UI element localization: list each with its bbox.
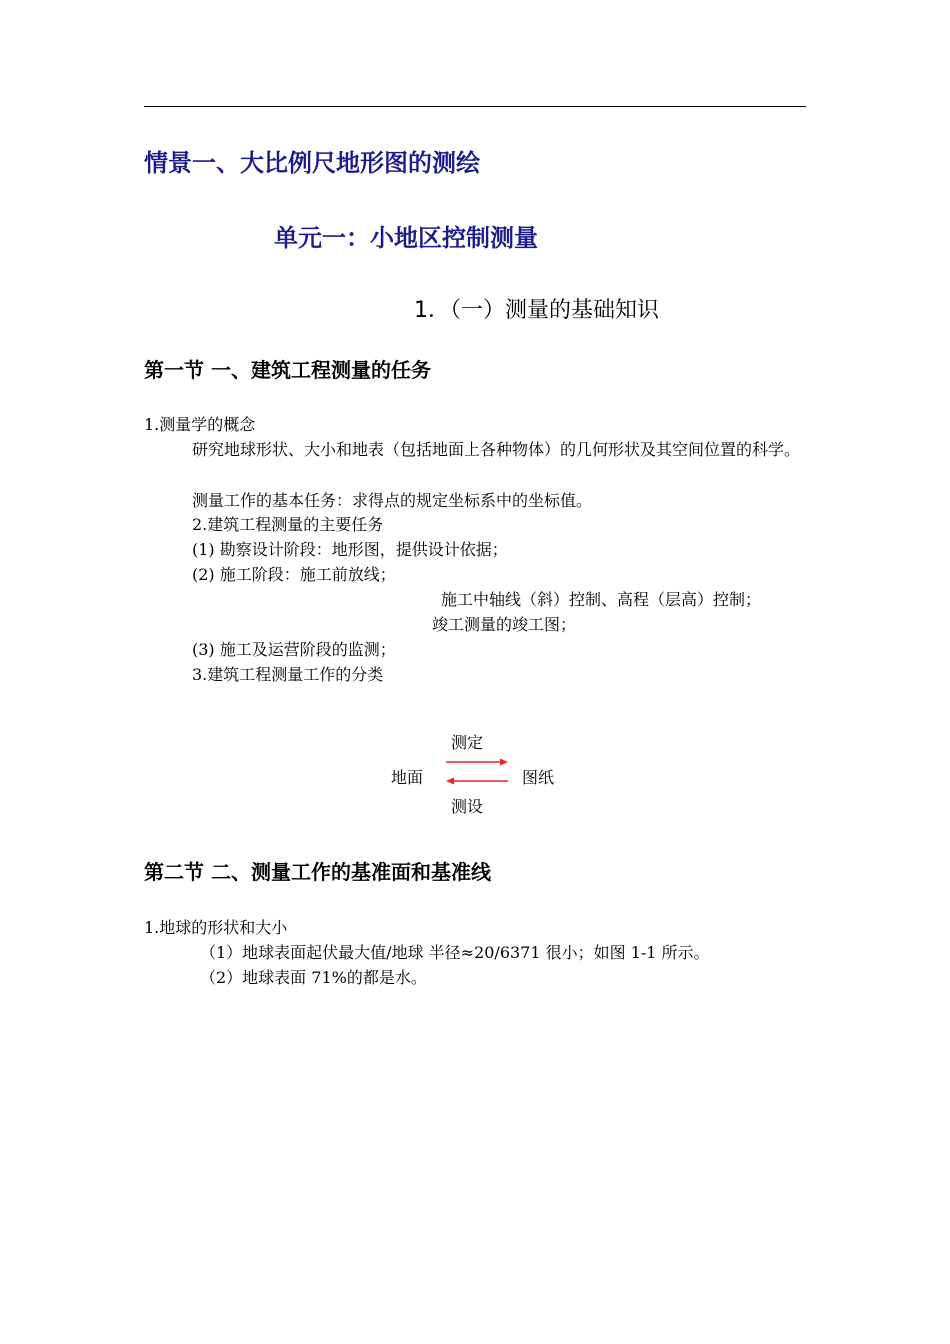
scenario-title: 情景一、大比例尺地形图的测绘 (144, 149, 480, 177)
task2-construction-line: 施工中轴线（斜）控制、高程（层高）控制； (441, 590, 762, 609)
diagram-arrows (440, 754, 514, 790)
basic-task-line: 测量工作的基本任务：求得点的规定坐标系中的坐标值。 (192, 491, 593, 510)
task2-line: (2) 施工阶段：施工前放线； (192, 565, 396, 584)
task1-line: (1) 勘察设计阶段：地形图，提供设计依据； (192, 540, 508, 559)
task2-completion-line: 竣工测量的竣工图； (432, 615, 577, 634)
earth-item-title: 1.地球的形状和大小 (144, 918, 288, 937)
item1-title: 1.测量学的概念 (144, 415, 256, 434)
section2-heading: 第二节 二、测量工作的基准面和基准线 (144, 860, 491, 884)
diagram-label-ground: 地面 (391, 768, 424, 787)
definition-paragraph: 研究地球形状、大小和地表（包括地面上各种物体）的几何形状及其空间位置的科学。 (192, 440, 801, 459)
arrow-right-icon (446, 759, 508, 766)
diagram-label-setout: 测设 (451, 797, 484, 816)
arrow-left-icon (446, 778, 508, 785)
item3-title: 3.建筑工程测量工作的分类 (192, 665, 384, 684)
diagram-label-map: 图纸 (522, 768, 555, 787)
earth-point1: （1）地球表面起伏最大值/地球 半径≈20/6371 很小；如图 1-1 所示。 (200, 943, 710, 962)
item2-title: 2.建筑工程测量的主要任务 (192, 515, 384, 534)
section-subtitle: 1．（一）测量的基础知识 (414, 298, 659, 323)
task3-line: (3) 施工及运营阶段的监测； (192, 640, 396, 659)
header-rule (144, 106, 806, 107)
diagram-label-survey: 测定 (451, 733, 484, 752)
earth-point2: （2）地球表面 71%的都是水。 (200, 968, 427, 987)
section1-heading: 第一节 一、建筑工程测量的任务 (144, 358, 431, 382)
unit-title: 单元一：小地区控制测量 (274, 224, 538, 252)
